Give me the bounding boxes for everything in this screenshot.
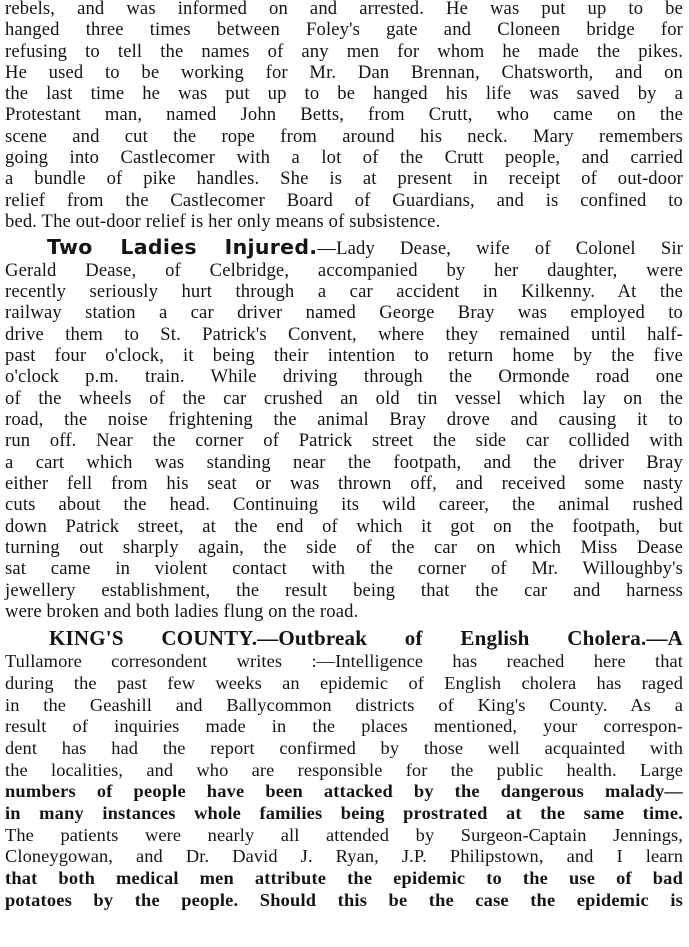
paragraph-kings-county bbox=[5, 628, 683, 911]
text-line: in the Geashill and Ballycommon districts of King's County. As a bbox=[5, 694, 683, 715]
text-line: Cloneygowan, and Dr. David J. Ryan, J.P. Philipstown, and I learn bbox=[5, 846, 683, 867]
text-line: turning out sharply again, the side of the car on which Miss Dease bbox=[5, 537, 683, 559]
text-line: were broken and both ladies flung on the road. bbox=[5, 601, 359, 623]
text-line-with-heading bbox=[5, 628, 683, 651]
text-line: scene and cut the rope from around his neck. Mary remembers bbox=[5, 125, 683, 147]
text-line: a cart which was standing near the footpath, and the driver Bray bbox=[5, 451, 683, 473]
text-line: potatoes by the people. Should this be the case the epidemic is bbox=[5, 889, 683, 910]
text-line: hanged three times between Foley's gate and Cloneen bridge for bbox=[5, 19, 683, 41]
text-line: a bundle of pike handles. She is at present in receipt of out-door bbox=[5, 168, 683, 190]
text-line: sat came in violent contact with the corner of Mr. Willoughby's bbox=[5, 558, 683, 580]
heading-line-rest: —Lady Dease, wife of Colonel Sir bbox=[317, 238, 684, 260]
text-line: cuts about the head. Continuing its wild career, the animal rushed bbox=[5, 494, 683, 516]
text-line: going into Castlecomer with a lot of the Crutt people, and carried bbox=[5, 147, 683, 169]
text-line: Protestant man, named John Betts, from Crutt, who came on the bbox=[5, 104, 683, 126]
text-line: the localities, and who are responsible for the public health. Large bbox=[5, 759, 683, 780]
heading-line-rest: —A bbox=[646, 626, 683, 651]
text-line: The patients were nearly all attended by Surgeon-Captain Jennings, bbox=[5, 824, 683, 845]
text-line: road, the noise frightening the animal Bray drove and causing it to bbox=[5, 409, 683, 431]
text-line: that both medical men attribute the epidemic to the use of bad bbox=[5, 868, 683, 889]
text-line: numbers of people have been attacked by the dangerous malady— bbox=[5, 781, 683, 802]
text-line: of the wheels of the car crushed an old tin vessel which lay on the bbox=[5, 387, 683, 409]
text-line: dent has had the report confirmed by those well acquainted with bbox=[5, 737, 683, 758]
text-line: jewellery establishment, the result being that the car and harness bbox=[5, 579, 683, 601]
text-line: recently seriously hurt through a car accident in Kilkenny. At the bbox=[5, 280, 683, 302]
text-line: bed. The out-door relief is her only means of subsistence. bbox=[5, 210, 441, 232]
text-line: refusing to tell the names of any men for whom he made the pikes. bbox=[5, 40, 683, 62]
text-line: either fell from his seat or was thrown off, and received some nasty bbox=[5, 473, 683, 495]
text-line: rebels, and was informed on and arrested. He was put up to be bbox=[5, 0, 683, 19]
paragraph-two-ladies bbox=[5, 237, 683, 622]
text-line: result of inquiries made in the places mentioned, your correspon- bbox=[5, 716, 683, 737]
text-line: in many instances whole families being prostrated at the same time. bbox=[5, 803, 683, 824]
text-line: Gerald Dease, of Celbridge, accompanied by her daughter, were bbox=[5, 259, 683, 281]
text-line: down Patrick street, at the end of which it got on the footpath, but bbox=[5, 515, 683, 537]
paragraph-rebel-story bbox=[5, 0, 683, 232]
text-line: the last time he was put up to be hanged his life was saved by a bbox=[5, 83, 683, 105]
text-line: past four o'clock, it being their intention to return home by the five bbox=[5, 344, 683, 366]
article-heading-kings-county: KING'S COUNTY.—Outbreak of English Cholera. bbox=[49, 626, 647, 651]
text-line: drive them to St. Patrick's Convent, where they remained until half- bbox=[5, 323, 683, 345]
article-heading-two-ladies: Two Ladies Injured. bbox=[47, 235, 318, 260]
text-line: relief from the Castlecomer Board of Guardians, and is confined to bbox=[5, 189, 683, 211]
text-line: railway station a car driver named George Bray was employed to bbox=[5, 302, 683, 324]
text-line: run off. Near the corner of Patrick street the side car collided with bbox=[5, 430, 683, 452]
text-line: o'clock p.m. train. While driving through the Ormonde road one bbox=[5, 366, 683, 388]
text-line: He used to be working for Mr. Dan Brennan, Chatsworth, and on bbox=[5, 61, 683, 83]
text-line: Tullamore corresondent writes :—Intelligence has reached here that bbox=[5, 651, 683, 672]
text-line-with-heading bbox=[5, 237, 683, 259]
text-line: during the past few weeks an epidemic of English cholera has raged bbox=[5, 672, 683, 693]
